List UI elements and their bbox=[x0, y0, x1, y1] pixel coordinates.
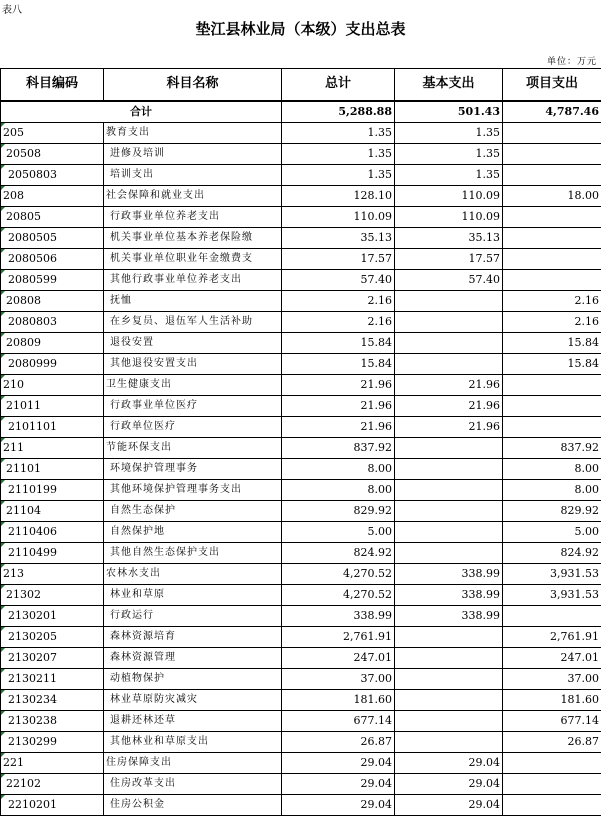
row-code: 20805 bbox=[1, 206, 104, 227]
unit-label: 单位：万元 bbox=[546, 57, 597, 67]
row-basic bbox=[395, 626, 503, 647]
total-row bbox=[1, 101, 601, 123]
row-project: 37.00 bbox=[503, 668, 601, 689]
total-amount: 5,288.88 bbox=[282, 101, 395, 123]
header-name: 科目名称 bbox=[104, 69, 282, 101]
row-project: 2.16 bbox=[503, 311, 601, 332]
row-project bbox=[503, 794, 601, 815]
row-basic bbox=[395, 731, 503, 752]
total-project: 4,787.46 bbox=[503, 101, 601, 123]
row-name: 其他林业和草原支出 bbox=[104, 731, 282, 752]
row-code: 2130205 bbox=[1, 626, 104, 647]
row-total: 1.35 bbox=[282, 122, 395, 143]
row-project bbox=[503, 752, 601, 773]
row-project: 5.00 bbox=[503, 521, 601, 542]
row-name: 行政事业单位医疗 bbox=[104, 395, 282, 416]
row-total: 29.04 bbox=[282, 794, 395, 815]
row-total: 21.96 bbox=[282, 374, 395, 395]
row-name: 动植物保护 bbox=[104, 668, 282, 689]
row-total: 29.04 bbox=[282, 773, 395, 794]
row-total: 17.57 bbox=[282, 248, 395, 269]
row-basic: 338.99 bbox=[395, 563, 503, 584]
row-project: 8.00 bbox=[503, 458, 601, 479]
table-row bbox=[1, 269, 601, 290]
table-row bbox=[1, 185, 601, 206]
table-row bbox=[1, 395, 601, 416]
row-project: 247.01 bbox=[503, 647, 601, 668]
table-row bbox=[1, 752, 601, 773]
row-name: 社会保障和就业支出 bbox=[104, 185, 282, 206]
expenditure-table bbox=[0, 68, 601, 816]
row-basic: 338.99 bbox=[395, 584, 503, 605]
row-basic: 57.40 bbox=[395, 269, 503, 290]
row-name: 退役安置 bbox=[104, 332, 282, 353]
row-code: 2210201 bbox=[1, 794, 104, 815]
table-row bbox=[1, 332, 601, 353]
row-total: 110.09 bbox=[282, 206, 395, 227]
row-project: 824.92 bbox=[503, 542, 601, 563]
row-project bbox=[503, 206, 601, 227]
row-code: 2130201 bbox=[1, 605, 104, 626]
row-project: 15.84 bbox=[503, 353, 601, 374]
row-name: 抚恤 bbox=[104, 290, 282, 311]
row-code: 2110406 bbox=[1, 521, 104, 542]
table-row bbox=[1, 311, 601, 332]
table-row bbox=[1, 773, 601, 794]
row-total: 21.96 bbox=[282, 416, 395, 437]
row-total: 128.10 bbox=[282, 185, 395, 206]
row-basic: 1.35 bbox=[395, 164, 503, 185]
row-name: 其他行政事业单位养老支出 bbox=[104, 269, 282, 290]
row-name: 森林资源管理 bbox=[104, 647, 282, 668]
table-row bbox=[1, 500, 601, 521]
row-basic bbox=[395, 521, 503, 542]
row-total: 5.00 bbox=[282, 521, 395, 542]
row-project bbox=[503, 143, 601, 164]
row-project: 3,931.53 bbox=[503, 584, 601, 605]
row-total: 15.84 bbox=[282, 353, 395, 374]
table-row bbox=[1, 542, 601, 563]
row-name: 林业草原防灾减灾 bbox=[104, 689, 282, 710]
table-row bbox=[1, 143, 601, 164]
row-name: 农林水支出 bbox=[104, 563, 282, 584]
row-name: 其他环境保护管理事务支出 bbox=[104, 479, 282, 500]
row-project bbox=[503, 122, 601, 143]
row-basic bbox=[395, 668, 503, 689]
row-total: 338.99 bbox=[282, 605, 395, 626]
row-total: 181.60 bbox=[282, 689, 395, 710]
header-basic: 基本支出 bbox=[395, 69, 503, 101]
row-project: 181.60 bbox=[503, 689, 601, 710]
row-basic bbox=[395, 353, 503, 374]
row-total: 8.00 bbox=[282, 479, 395, 500]
row-total: 21.96 bbox=[282, 395, 395, 416]
row-basic: 29.04 bbox=[395, 794, 503, 815]
table-row bbox=[1, 647, 601, 668]
table-row bbox=[1, 731, 601, 752]
row-project bbox=[503, 605, 601, 626]
row-total: 15.84 bbox=[282, 332, 395, 353]
row-project: 2.16 bbox=[503, 290, 601, 311]
table-row bbox=[1, 689, 601, 710]
table-row bbox=[1, 248, 601, 269]
table-row bbox=[1, 437, 601, 458]
total-basic: 501.43 bbox=[395, 101, 503, 123]
row-code: 221 bbox=[1, 752, 104, 773]
row-code: 20508 bbox=[1, 143, 104, 164]
header-total: 总计 bbox=[282, 69, 395, 101]
row-basic: 1.35 bbox=[395, 143, 503, 164]
row-name: 机关事业单位职业年金缴费支 bbox=[104, 248, 282, 269]
total-label: 合计 bbox=[1, 101, 282, 123]
row-code: 2110499 bbox=[1, 542, 104, 563]
row-basic: 338.99 bbox=[395, 605, 503, 626]
row-name: 节能环保支出 bbox=[104, 437, 282, 458]
row-project: 2,761.91 bbox=[503, 626, 601, 647]
row-basic: 29.04 bbox=[395, 752, 503, 773]
row-code: 211 bbox=[1, 437, 104, 458]
table-row bbox=[1, 290, 601, 311]
table-row bbox=[1, 374, 601, 395]
row-project bbox=[503, 374, 601, 395]
table-row bbox=[1, 521, 601, 542]
row-basic: 110.09 bbox=[395, 185, 503, 206]
row-basic: 17.57 bbox=[395, 248, 503, 269]
row-code: 2110199 bbox=[1, 479, 104, 500]
row-basic bbox=[395, 542, 503, 563]
row-basic: 110.09 bbox=[395, 206, 503, 227]
row-project: 837.92 bbox=[503, 437, 601, 458]
row-basic: 21.96 bbox=[395, 395, 503, 416]
row-total: 2,761.91 bbox=[282, 626, 395, 647]
table-row bbox=[1, 794, 601, 815]
row-basic: 21.96 bbox=[395, 374, 503, 395]
row-name: 机关事业单位基本养老保险缴 bbox=[104, 227, 282, 248]
row-name: 森林资源培育 bbox=[104, 626, 282, 647]
row-name: 自然生态保护 bbox=[104, 500, 282, 521]
row-name: 行政事业单位养老支出 bbox=[104, 206, 282, 227]
row-project: 26.87 bbox=[503, 731, 601, 752]
table-row bbox=[1, 626, 601, 647]
row-name: 培训支出 bbox=[104, 164, 282, 185]
header-code: 科目编码 bbox=[1, 69, 104, 101]
table-row bbox=[1, 122, 601, 143]
row-total: 1.35 bbox=[282, 164, 395, 185]
table-row bbox=[1, 206, 601, 227]
row-project bbox=[503, 395, 601, 416]
row-basic bbox=[395, 311, 503, 332]
row-code: 2130238 bbox=[1, 710, 104, 731]
row-name: 进修及培训 bbox=[104, 143, 282, 164]
row-total: 26.87 bbox=[282, 731, 395, 752]
table-row bbox=[1, 458, 601, 479]
row-name: 住房改革支出 bbox=[104, 773, 282, 794]
row-code: 21101 bbox=[1, 458, 104, 479]
row-code: 2130234 bbox=[1, 689, 104, 710]
row-basic bbox=[395, 290, 503, 311]
row-basic: 29.04 bbox=[395, 773, 503, 794]
header-row bbox=[1, 69, 601, 101]
row-basic: 35.13 bbox=[395, 227, 503, 248]
row-code: 21104 bbox=[1, 500, 104, 521]
table-row bbox=[1, 563, 601, 584]
table-row bbox=[1, 227, 601, 248]
row-code: 21302 bbox=[1, 584, 104, 605]
row-code: 208 bbox=[1, 185, 104, 206]
row-total: 1.35 bbox=[282, 143, 395, 164]
row-total: 37.00 bbox=[282, 668, 395, 689]
row-basic bbox=[395, 689, 503, 710]
row-project: 15.84 bbox=[503, 332, 601, 353]
table-row bbox=[1, 416, 601, 437]
table-row bbox=[1, 605, 601, 626]
row-project: 8.00 bbox=[503, 479, 601, 500]
row-basic: 1.35 bbox=[395, 122, 503, 143]
row-name: 行政运行 bbox=[104, 605, 282, 626]
row-total: 824.92 bbox=[282, 542, 395, 563]
row-code: 2130299 bbox=[1, 731, 104, 752]
row-code: 213 bbox=[1, 563, 104, 584]
row-code: 2080999 bbox=[1, 353, 104, 374]
row-code: 205 bbox=[1, 122, 104, 143]
row-project: 677.14 bbox=[503, 710, 601, 731]
table-number-label: 表八 bbox=[2, 5, 22, 16]
table-row bbox=[1, 584, 601, 605]
row-name: 其他自然生态保护支出 bbox=[104, 542, 282, 563]
row-basic bbox=[395, 458, 503, 479]
row-total: 29.04 bbox=[282, 752, 395, 773]
row-total: 2.16 bbox=[282, 290, 395, 311]
row-name: 住房保障支出 bbox=[104, 752, 282, 773]
row-name: 退耕还林还草 bbox=[104, 710, 282, 731]
row-basic: 21.96 bbox=[395, 416, 503, 437]
row-code: 20809 bbox=[1, 332, 104, 353]
page-title: 垫江县林业局（本级）支出总表 bbox=[195, 20, 406, 38]
row-basic bbox=[395, 332, 503, 353]
row-name: 在乡复员、退伍军人生活补助 bbox=[104, 311, 282, 332]
row-name: 教育支出 bbox=[104, 122, 282, 143]
row-code: 21011 bbox=[1, 395, 104, 416]
row-basic bbox=[395, 437, 503, 458]
row-code: 20808 bbox=[1, 290, 104, 311]
row-project bbox=[503, 773, 601, 794]
row-code: 2101101 bbox=[1, 416, 104, 437]
table-row bbox=[1, 353, 601, 374]
row-name: 其他退役安置支出 bbox=[104, 353, 282, 374]
row-project: 18.00 bbox=[503, 185, 601, 206]
row-project bbox=[503, 248, 601, 269]
row-total: 829.92 bbox=[282, 500, 395, 521]
row-project bbox=[503, 416, 601, 437]
row-code: 2080599 bbox=[1, 269, 104, 290]
row-total: 4,270.52 bbox=[282, 563, 395, 584]
row-code: 2130211 bbox=[1, 668, 104, 689]
row-total: 4,270.52 bbox=[282, 584, 395, 605]
row-project bbox=[503, 269, 601, 290]
table-row bbox=[1, 710, 601, 731]
row-basic bbox=[395, 710, 503, 731]
row-code: 2050803 bbox=[1, 164, 104, 185]
row-total: 677.14 bbox=[282, 710, 395, 731]
row-code: 210 bbox=[1, 374, 104, 395]
table-row bbox=[1, 668, 601, 689]
header-project: 项目支出 bbox=[503, 69, 601, 101]
row-name: 住房公积金 bbox=[104, 794, 282, 815]
row-project: 829.92 bbox=[503, 500, 601, 521]
row-total: 57.40 bbox=[282, 269, 395, 290]
row-name: 自然保护地 bbox=[104, 521, 282, 542]
row-code: 2080803 bbox=[1, 311, 104, 332]
row-basic bbox=[395, 479, 503, 500]
row-code: 22102 bbox=[1, 773, 104, 794]
row-code: 2130207 bbox=[1, 647, 104, 668]
table-row bbox=[1, 164, 601, 185]
row-total: 837.92 bbox=[282, 437, 395, 458]
row-code: 2080506 bbox=[1, 248, 104, 269]
row-project bbox=[503, 227, 601, 248]
row-name: 行政单位医疗 bbox=[104, 416, 282, 437]
row-name: 环境保护管理事务 bbox=[104, 458, 282, 479]
row-code: 2080505 bbox=[1, 227, 104, 248]
row-total: 8.00 bbox=[282, 458, 395, 479]
row-basic bbox=[395, 500, 503, 521]
row-basic bbox=[395, 647, 503, 668]
table-row bbox=[1, 479, 601, 500]
row-name: 卫生健康支出 bbox=[104, 374, 282, 395]
row-project: 3,931.53 bbox=[503, 563, 601, 584]
row-project bbox=[503, 164, 601, 185]
row-total: 247.01 bbox=[282, 647, 395, 668]
row-total: 2.16 bbox=[282, 311, 395, 332]
row-total: 35.13 bbox=[282, 227, 395, 248]
row-name: 林业和草原 bbox=[104, 584, 282, 605]
